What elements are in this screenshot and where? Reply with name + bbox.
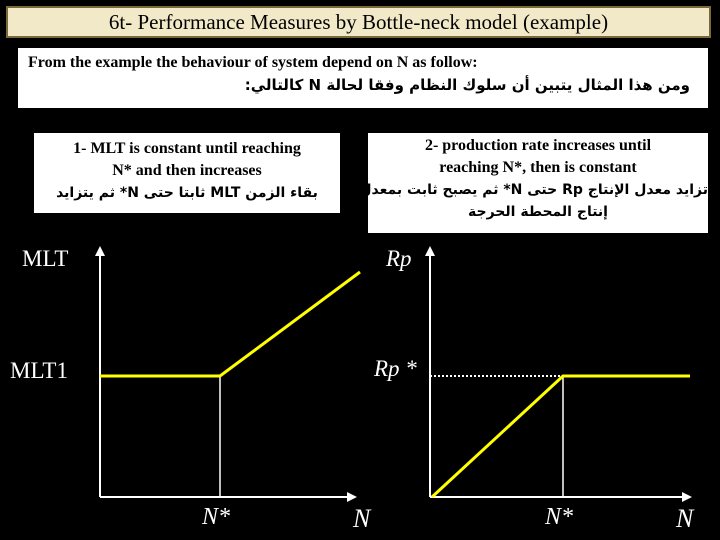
mlt-curve [100, 272, 360, 376]
intro-english: From the example the behaviour of system depend on N as follow: [28, 54, 478, 71]
slide-title: 6t- Performance Measures by Bottle-neck model (example) [108, 9, 609, 34]
intro-arabic: ومن هذا المثال يتبين أن سلوك النظام وفقا لحالة N كالتالي: [244, 76, 690, 94]
mlt1-label: MLT1 [10, 358, 68, 383]
rp-nstar-label: N* [545, 504, 574, 530]
rp-star-label: Rp * [374, 356, 417, 381]
rp-note-arabic2: إنتاج المحطة الحرجة [468, 204, 608, 220]
rp-note-line1: 2- production rate increases until [424, 137, 652, 154]
mlt-y-axis-label: MLT [22, 246, 69, 271]
mlt-note-line2: N* and then increases [112, 162, 262, 179]
rp-note-line2: reaching N*, then is constant [439, 159, 637, 176]
mlt-note-arabic: بقاء الزمن MLT ثابتا حتى N* ثم يتزايد [56, 185, 318, 201]
rp-x-axis-label: N [676, 504, 694, 533]
mlt-x-axis-label: N [353, 504, 371, 533]
mlt-nstar-label: N* [202, 504, 231, 530]
rp-curve [432, 376, 690, 497]
rp-note-arabic1: تزايد معدل الإنتاج Rp حتى N* ثم يصبح ثابت بمعدل [359, 182, 708, 198]
rp-y-axis-label: Rp [386, 246, 412, 271]
mlt-note-line1: 1- MLT is constant until reaching [73, 140, 301, 157]
